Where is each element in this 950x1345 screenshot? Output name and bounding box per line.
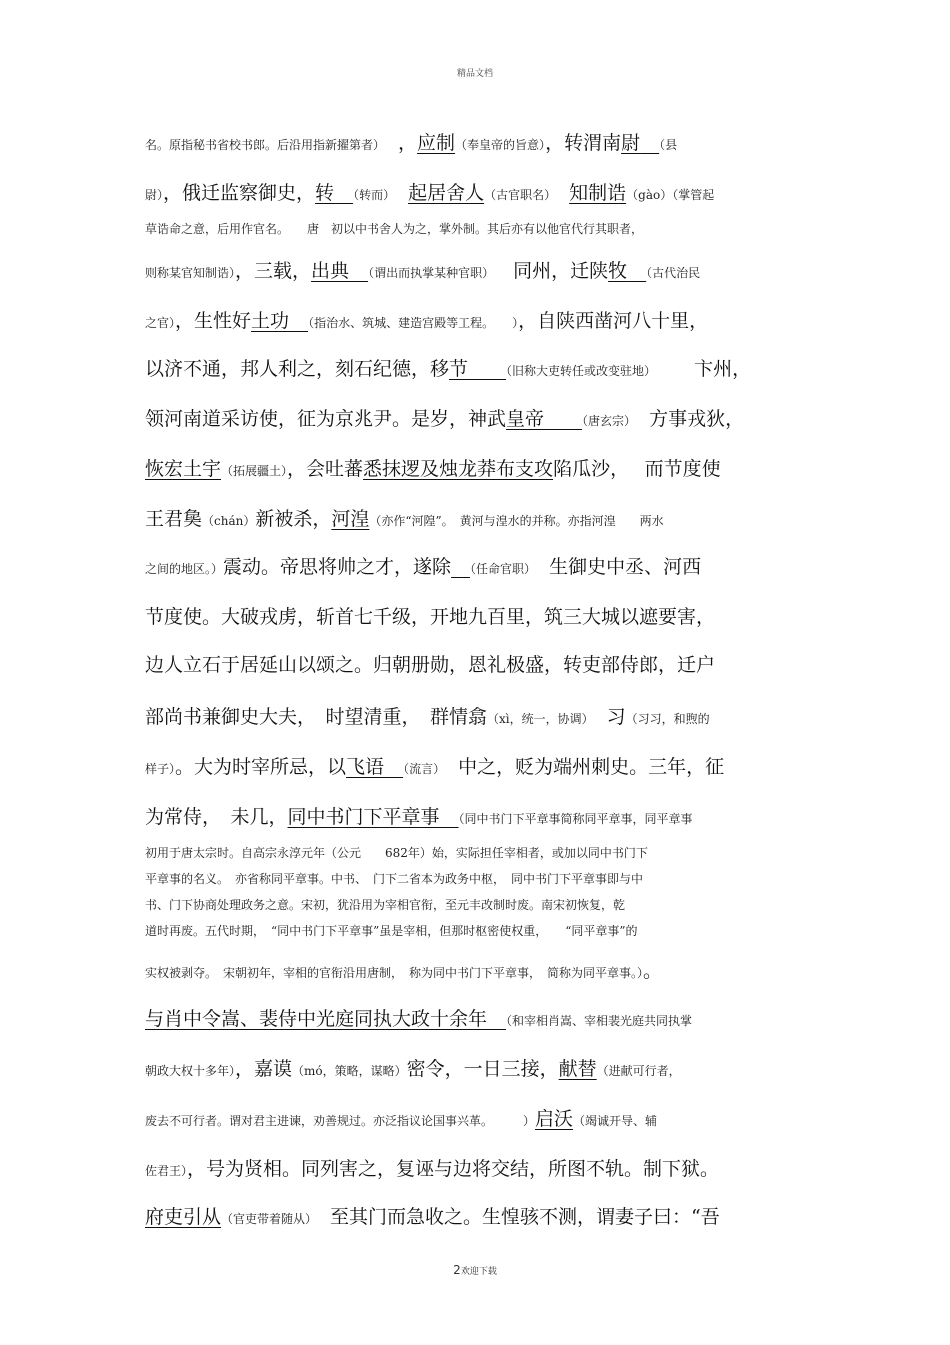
main-text: 密令，一日三接， <box>406 1058 559 1080</box>
annotation-text: （县 <box>659 138 678 152</box>
annotation-text: （亦作“河隍”。 黄河与湟水的并称。亦指河湟 两水 <box>369 514 664 528</box>
main-text: ，自陕西凿河八十里， <box>518 310 709 332</box>
underlined-term <box>627 260 646 282</box>
annotation-text: 书、门下协商处理政务之意。宋初，犹沿用为宰相官衔，至元丰改制时废。南宋初恢复，乾 <box>145 898 626 912</box>
annotation-text: （官吏带着随从） <box>221 1212 312 1226</box>
annotation-text: （谓出而执掌某种官职） <box>368 266 489 280</box>
annotation-text: （古官职名） <box>484 188 551 202</box>
annotation-text: 之间的地区。） <box>145 562 224 576</box>
main-text: 王君㚟 <box>145 508 203 530</box>
annotation-text: 则称某官知制诰） <box>145 266 236 280</box>
annotation-text: 之官） <box>145 316 176 330</box>
annotation-text: （拓展疆土） <box>221 464 288 478</box>
main-text: 至其门而急收之。生惶骇不测，谓妻子曰：“吾 <box>311 1206 720 1228</box>
text-line <box>145 1202 720 1229</box>
text-line <box>145 128 677 155</box>
underlined-term: 恢宏土宇 <box>145 458 222 480</box>
annotation-text: （mó，策略，谋略） <box>292 1064 407 1078</box>
page-header: 精品文档 <box>456 69 493 79</box>
underlined-term <box>487 1008 506 1030</box>
main-text: 。 <box>643 960 663 982</box>
text-line <box>145 306 708 333</box>
underlined-term <box>468 358 506 380</box>
main-text: ，转渭南 <box>545 132 622 154</box>
underlined-term: 起居舍人 <box>408 182 485 204</box>
underlined-term: 尉 <box>621 132 641 154</box>
underlined-term <box>544 408 582 430</box>
annotation-text: 初用于唐太宗时。自高宗永淳元年（公元 682年）始，实际担任宰相者，或加以同中书门下 <box>145 846 648 860</box>
annotation-text: 名。原指秘书省校书郎。后沿用指新擢第者） <box>145 138 380 152</box>
annotation-text: （gào）（掌管起 <box>626 188 715 202</box>
main-text: ，生性好 <box>175 310 252 332</box>
underlined-term: 应制 <box>417 132 456 154</box>
underlined-term <box>289 310 308 332</box>
underlined-term: 府吏引从 <box>145 1206 222 1228</box>
annotation-text: 道时再废。五代时期， “同中书门下平章事”虽是宰相，但那时枢密使权重， “同平章事”的 <box>145 924 638 938</box>
annotation-text: （古代治民 <box>646 266 701 280</box>
annotation-text: （任命官职） <box>470 562 531 576</box>
footer-text: 欢迎下载 <box>460 1267 497 1277</box>
main-text: 。大为时宰所忌，以 <box>175 756 347 778</box>
text-line <box>145 840 648 862</box>
text-line <box>145 1004 692 1031</box>
underlined-term: 节 <box>449 358 469 380</box>
text-line <box>145 1154 719 1181</box>
annotation-text: 尉） <box>145 188 164 202</box>
text-line <box>145 650 715 677</box>
annotation-text: （奉皇帝的旨意） <box>455 138 546 152</box>
annotation-text: （和宰相肖嵩、宰相裴光庭共同执掌 <box>506 1014 693 1028</box>
main-text: 陷瓜沙， 而节度使 <box>553 458 721 480</box>
underlined-term <box>640 132 659 154</box>
page-footer <box>0 1263 950 1277</box>
underlined-term: 悉抹逻及烛龙莽布支攻 <box>363 458 554 480</box>
underlined-term: 献替 <box>558 1058 597 1080</box>
text-line <box>145 956 662 983</box>
annotation-text: （进献可行者， <box>596 1064 681 1078</box>
annotation-text: 实权被剥夺。 宋朝初年，宰相的官衔沿用唐制， 称为同中书门下平章事， 简称为同平章事。） <box>145 966 644 980</box>
annotation-text: 佐君王） <box>145 1164 188 1178</box>
text-line <box>145 404 744 431</box>
main-text: 卞州， <box>650 358 752 380</box>
underlined-term: 土功 <box>251 310 290 332</box>
main-text: 领河南道采访使，征为京兆尹。是岁，神武 <box>145 408 507 430</box>
annotation-text: 样子） <box>145 762 176 776</box>
page-number: 2 <box>453 1263 461 1277</box>
main-text: ，俄迁监察御史， <box>163 182 316 204</box>
underlined-term <box>440 806 459 828</box>
main-text: ， <box>379 132 418 154</box>
annotation-text: 废去不可行者。谓对君主进谏，劝善规过。亦泛指议论国事兴革。 ） <box>145 1114 536 1128</box>
annotation-text: （旧称大吏转任或改变驻地） <box>506 364 651 378</box>
annotation-text: （唐玄宗） <box>582 414 631 428</box>
underlined-term: 与肖中令嵩、裴侍中光庭同执大政十余年 <box>145 1008 488 1030</box>
main-text: 节度使。大破戎虏，斩首七千级，开地九百里，筑三大城以遮要害， <box>145 606 716 628</box>
underlined-term: 出典 <box>311 260 350 282</box>
main-text: 中之，贬为端州刺史。三年，征 <box>439 756 725 778</box>
underlined-term: 牧 <box>608 260 628 282</box>
underlined-term: 皇帝 <box>506 408 545 430</box>
annotation-text: （转而） <box>353 188 390 202</box>
main-text <box>550 182 569 204</box>
main-text: 方事戎狄， <box>630 408 745 430</box>
annotation-text: （同中书门下平章事简称同平章事，同平章事 <box>458 812 693 826</box>
text-line <box>145 354 751 381</box>
main-text: 部尚书兼御史大夫， 时望清重， 群情翕 <box>145 706 488 728</box>
main-text: 生御史中丞、河西 <box>530 556 702 578</box>
text-line <box>145 504 664 531</box>
text-line <box>145 256 700 283</box>
main-text: 边人立石于居延山以颂之。归朝册勋，恩礼极盛，转吏部侍郎，迁户 <box>145 654 716 676</box>
main-text: ，号为贤相。同列害之，复诬与边将交结，所图不轨。制下狱。 <box>187 1158 720 1180</box>
text-line <box>145 892 625 914</box>
main-text: 习 <box>587 706 626 728</box>
annotation-text: （习习，和煦的 <box>625 712 710 726</box>
main-text: 同州，迁陕 <box>488 260 609 282</box>
underlined-term <box>451 556 470 578</box>
text-line <box>145 178 714 205</box>
main-text: ，嘉谟 <box>235 1058 293 1080</box>
annotation-text: （chán） <box>202 514 256 528</box>
underlined-term <box>334 182 353 204</box>
annotation-text: 草诰命之意，后用作官名。 唐 初以中书舍人为之，掌外制。其后亦有以他官代行其职者， <box>145 222 644 236</box>
main-text: 震动。帝思将帅之才，遂除 <box>223 556 452 578</box>
annotation-text: 朝政大权十多年） <box>145 1064 236 1078</box>
text-line <box>145 1104 657 1131</box>
underlined-term: 知制诰 <box>569 182 627 204</box>
main-text: 为常侍， 未几， <box>145 806 288 828</box>
annotation-text: （竭诚开导、辅 <box>573 1114 658 1128</box>
main-text <box>389 182 408 204</box>
text-line <box>145 552 701 579</box>
underlined-term: 河湟 <box>331 508 370 530</box>
text-line <box>145 216 643 238</box>
text-line <box>145 1054 681 1081</box>
text-line <box>145 602 715 629</box>
text-line <box>145 702 710 729</box>
underlined-term <box>384 756 403 778</box>
text-line <box>145 866 643 888</box>
underlined-term: 转 <box>315 182 335 204</box>
annotation-text: （xì，统一，协调） <box>487 712 588 726</box>
main-text: ，会吐蕃 <box>287 458 364 480</box>
annotation-text: （流言） <box>403 762 440 776</box>
underlined-term: 同中书门下平章事 <box>287 806 440 828</box>
main-text: 新被杀， <box>255 508 332 530</box>
annotation-text: （指治水、筑城、建造宫殿等工程。 ） <box>308 316 519 330</box>
underlined-term: 启沃 <box>535 1108 574 1130</box>
text-line <box>145 752 724 779</box>
main-text: 以济不通，邦人利之，刻石纪德，移 <box>145 358 450 380</box>
underlined-term <box>349 260 368 282</box>
underlined-term: 飞语 <box>346 756 385 778</box>
annotation-text: 平章事的名义。 亦省称同平章事。中书、 门下二省本为政务中枢， 同中书门下平章事即与中 <box>145 872 644 886</box>
text-line <box>145 454 721 481</box>
main-text: ，三载， <box>235 260 312 282</box>
text-line <box>145 802 693 829</box>
text-line <box>145 918 638 940</box>
